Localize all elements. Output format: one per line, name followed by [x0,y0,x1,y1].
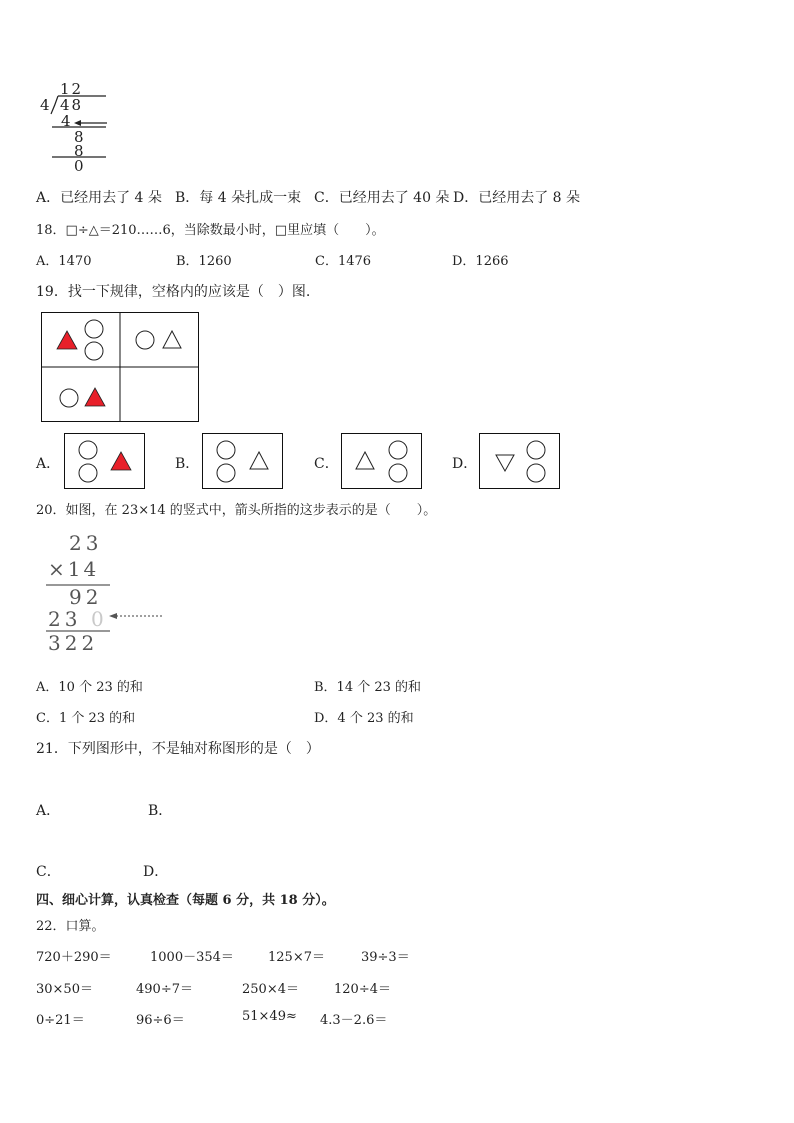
q21-option-b[interactable]: B． [148,803,173,819]
q20-option-d[interactable]: D．4 个 23 的和 [314,711,414,726]
circle-icon [527,441,545,459]
circle-icon [217,464,235,482]
q18-stem: 18．□÷△＝210……6，当除数最小时，□里应填（ ）。 [36,223,385,238]
q19-stem: 19．找一下规律，空格内的应该是（ ）图. [36,284,311,300]
q20-option-c[interactable]: C．1 个 23 的和 [36,711,136,726]
q19-label-a[interactable]: A． [36,456,61,472]
circle-icon [85,320,103,338]
circle-icon [527,464,545,482]
division-step3: 8 [74,142,84,160]
q22-item: 720＋290＝ [36,950,112,965]
q21-option-a[interactable]: A． [36,803,61,819]
division-remainder: 0 [74,157,84,175]
q18-option-b[interactable]: B．1260 [176,254,232,269]
calc-row5: 322 [48,631,99,655]
q19-option-a[interactable] [64,433,145,489]
q17-option-c[interactable]: C．已经用去了 40 朵 [314,190,450,206]
q19-label-b[interactable]: B． [175,456,200,472]
q21-option-c[interactable]: C． [36,864,61,880]
q21-stem: 21．下列图形中，不是轴对称图形的是（ ） [36,741,320,757]
calc-row4: 23 [48,607,82,631]
q22-item: 96÷6＝ [136,1013,185,1028]
q22-item: 125×7＝ [268,950,325,965]
q19-label-c[interactable]: C． [314,456,339,472]
pattern-grid [41,312,199,422]
q17-option-a[interactable]: A．已经用去了 4 朵 [36,190,162,206]
q22-item: 120÷4＝ [334,982,391,997]
circle-icon [136,331,154,349]
section-heading: 四、细心计算，认真检查（每题 6 分，共 18 分）。 [36,893,335,908]
circle-icon [85,342,103,360]
q19-option-b[interactable] [202,433,283,489]
division-quotient: 12 [60,80,84,98]
q19-option-c[interactable] [341,433,422,489]
q22-item: 1000－354＝ [150,950,234,965]
q20-stem: 20．如图，在 23×14 的竖式中，箭头所指的这步表示的是（ ）。 [36,503,437,518]
division-divisor: 4 [40,96,50,114]
calc-row3: 92 [69,585,103,609]
circle-icon [60,389,78,407]
q22-item: 0÷21＝ [36,1013,85,1028]
q22-item: 4.3－2.6＝ [320,1013,388,1028]
q21-option-d[interactable]: D． [143,864,169,880]
circle-icon [389,464,407,482]
arrow-left-icon [74,119,108,127]
dotted-arrow-icon [108,611,164,621]
q22-item: 51×49≈ [242,1009,297,1024]
q22-item: 39÷3＝ [361,950,410,965]
q19-label-d[interactable]: D． [452,456,478,472]
calc-row4-dotted: 0 [91,607,104,631]
q18-option-c[interactable]: C．1476 [315,254,372,269]
calc-row2: ×14 [48,557,100,581]
circle-icon [79,464,97,482]
q20-option-b[interactable]: B．14 个 23 的和 [314,680,422,695]
circle-icon [79,441,97,459]
q18-option-a[interactable]: A．1470 [36,254,92,269]
vertical-multiplication-figure [46,531,166,656]
q17-option-d[interactable]: D．已经用去了 8 朵 [453,190,581,206]
q19-option-d[interactable] [479,433,560,489]
q22-stem: 22．口算。 [36,919,105,934]
division-step2: 8 [74,128,84,146]
q18-option-d[interactable]: D．1266 [452,254,509,269]
division-step1: 4 [61,112,71,130]
q22-item: 250×4＝ [242,982,299,997]
circle-icon [389,441,407,459]
circle-icon [217,441,235,459]
q22-item: 30×50＝ [36,982,93,997]
calc-row1: 23 [69,531,103,555]
division-dividend: 48 [60,96,84,114]
q20-option-a[interactable]: A．10 个 23 的和 [36,680,143,695]
q22-item: 490÷7＝ [136,982,193,997]
long-division-figure [38,80,118,175]
q17-option-b[interactable]: B．每 4 朵扎成一束 [175,190,302,206]
